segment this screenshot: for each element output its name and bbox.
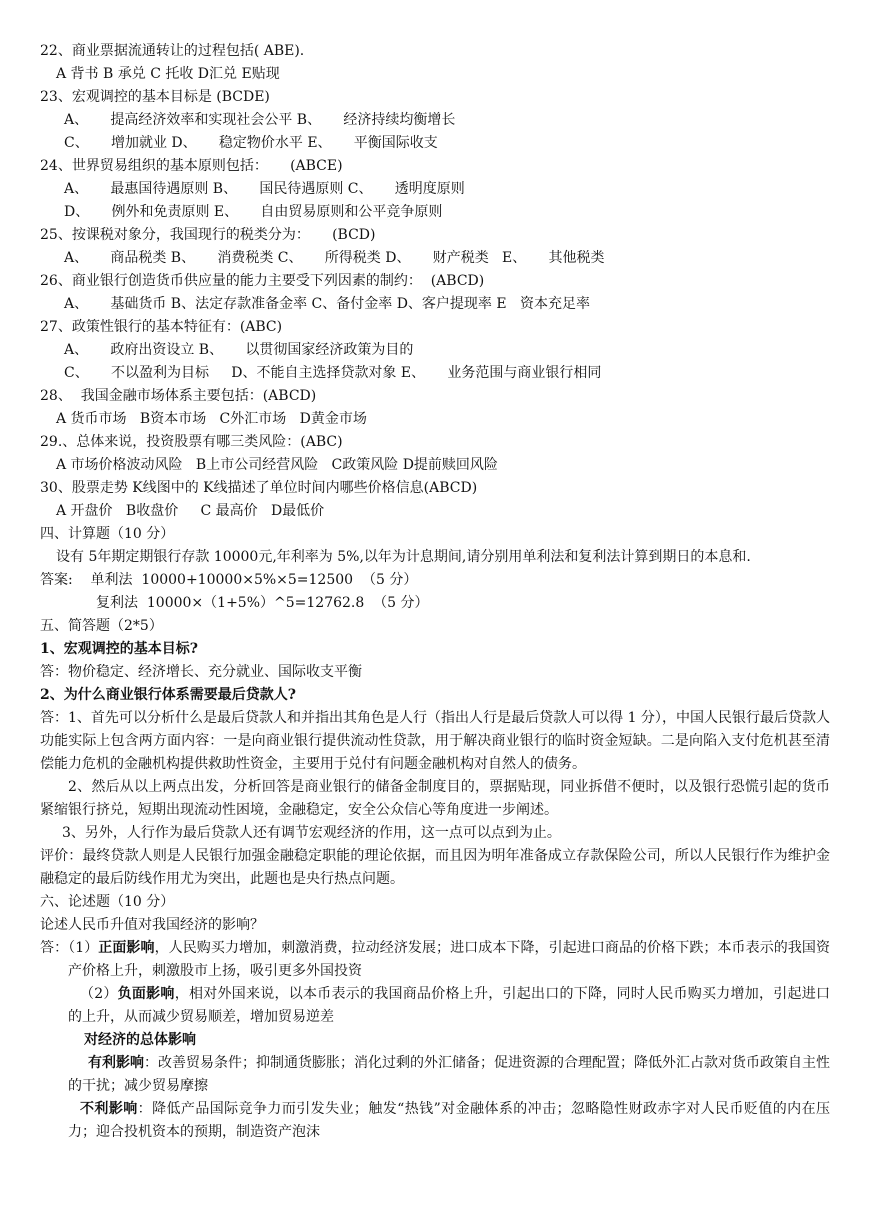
unfavorable-impact-label: 不利影响 [80,1101,138,1117]
short-answer-2-paragraph-2: 2、然后从以上两点出发，分析回答是商业银行的储备金制度目的，票据贴现，同业拆借不便时，以及银行恐慌引起的货币紧缩银行挤兑，短期出现流动性困境，金融稳定，安全公众信心等角度进一步阐述。 [40,779,830,818]
essay-answer-negative [40,983,830,1029]
question-23: 23、宏观调控的基本目标是 (BCDE) [40,89,270,105]
short-answer-2-evaluation: 评价：最终贷款人则是人民银行加强金融稳定职能的理论依据，而且因为明年准备成立存款保险公司，所以人民银行作为维护金融稳定的最后防线作用尤为突出，此题也是央行热点问题。 [40,848,830,887]
short-answer-1: 答：物价稳定、经济增长、充分就业、国际收支平衡 [40,664,362,680]
question-22: 22、商业票据流通转让的过程包括( ABE). [40,43,305,59]
essay-question: 论述人民币升值对我国经济的影响？ [40,917,264,933]
short-question-2: 2、为什么商业银行体系需要最后贷款人? [40,687,296,703]
unfavorable-impact-text: ：降低产品国际竞争力而引发失业；触发“热钱”对金融体系的冲击；忽略隐性财政赤字对人民币贬值的内在压力；迎合投机资本的预期，制造资产泡沫 [68,1101,831,1140]
question-24-options-2: D、 例外和免责原则 E、 自由贸易原则和公平竞争原则 [64,204,443,220]
unfavorable-impact [40,1098,830,1144]
section-6-heading: 六、论述题（10 分） [40,894,175,910]
positive-impact-label: 正面影响 [98,940,155,956]
essay-answer-positive [40,937,830,983]
question-27-options-2: C、 不以盈利为目标 D、不能自主选择贷款对象 E、 业务范围与商业银行相同 [64,365,602,381]
question-30-options: A 开盘价 B收盘价 C 最高价 D最低价 [56,503,325,519]
positive-impact-text: ，人民购买力增加，刺激消费，拉动经济发展；进口成本下降，引起进口商品的价格下跌；本币表示的我国资产价格上升，刺激股市上扬，吸引更多外国投资 [68,940,830,979]
favorable-impact-text: ：改善贸易条件；抑制通货膨胀；消化过剩的外汇储备；促进资源的合理配置；降低外汇占款对货币政策自主性的干扰；减少贸易摩擦 [68,1055,830,1094]
question-25-options: A、 商品税类 B、 消费税类 C、 所得税类 D、 财产税类 E、 其他税类 [64,250,605,266]
short-answer-2-paragraph-3: 3、另外，人行作为最后贷款人还有调节宏观经济的作用，这一点可以点到为止。 [62,825,561,841]
short-question-1: 1、宏观调控的基本目标? [40,641,198,657]
calculation-answer-simple: 答案: 单利法 10000+10000×5%×5=12500 （5 分） [40,572,418,588]
question-29-options: A 市场价格波动风险 B上市公司经营风险 C政策风险 D提前赎回风险 [56,457,498,473]
question-28: 28、 我国金融市场体系主要包括：(ABCD) [40,388,317,404]
question-27: 27、政策性银行的基本特征有：(ABC) [40,319,283,335]
question-26-options: A、 基础货币 B、法定存款准备金率 C、备付金率 D、客户提现率 E 资本充足率 [64,296,590,312]
question-26: 26、商业银行创造货币供应量的能力主要受下列因素的制约： (ABCD) [40,273,485,289]
question-28-options: A 货币市场 B资本市场 C外汇市场 D黄金市场 [56,411,367,427]
favorable-impact [40,1052,830,1098]
question-24: 24、世界贸易组织的基本原则包括： (ABCE) [40,158,343,174]
question-29: 29.、总体来说，投资股票有哪三类风险：(ABC) [40,434,343,450]
favorable-impact-label: 有利影响 [88,1055,144,1071]
negative-impact-label: 负面影响 [117,986,175,1002]
question-25: 25、按课税对象分，我国现行的税类分为： (BCD) [40,227,376,243]
negative-prefix: （2） [80,986,118,1002]
overall-impact-heading: 对经济的总体影响 [84,1032,196,1048]
question-24-options-1: A、 最惠国待遇原则 B、 国民待遇原则 C、 透明度原则 [64,181,465,197]
question-30: 30、股票走势 K线图中的 K线描述了单位时间内哪些价格信息(ABCD) [40,480,478,496]
short-answer-2-paragraph-1: 答：1、首先可以分析什么是最后贷款人和并指出其角色是人行（指出人行是最后贷款人可以得 1 分），中国人民银行最后贷款人功能实际上包含两方面内容：一是向商业银行提供流动性贷款，用于解决商业银行的临时资金短缺。二是向陷入支付危机甚至清偿能力危机的金融机构提供救助性资金，主要用于兑付有问题金融机构对自然人的债务。 [40,710,830,772]
question-23-options-2: C、 增加就业 D、 稳定物价水平 E、 平衡国际收支 [64,135,438,151]
calculation-question: 设有 5年期定期银行存款 10000元,年利率为 5%,以年为计息期间,请分别用单利法和复利法计算到期日的本息和. [56,549,751,565]
question-27-options-1: A、 政府出资设立 B、 以贯彻国家经济政策为目的 [64,342,414,358]
section-4-heading: 四、计算题（10 分） [40,526,175,542]
question-23-options-1: A、 提高经济效率和实现社会公平 B、 经济持续均衡增长 [64,112,456,128]
document-page [40,40,830,1144]
calculation-answer-compound: 复利法 10000×（1+5%）^5=12762.8 （5 分） [96,595,429,611]
negative-impact-text: ，相对外国来说，以本币表示的我国商品价格上升，引起出口的下降，同时人民币购买力增加，引起进口的上升，从而减少贸易顺差，增加贸易逆差 [68,986,831,1025]
question-22-options: A 背书 B 承兑 C 托收 D汇兑 E贴现 [56,66,280,82]
section-5-heading: 五、简答题（2*5） [40,618,163,634]
essay-answer-prefix: 答：（1） [40,940,99,956]
